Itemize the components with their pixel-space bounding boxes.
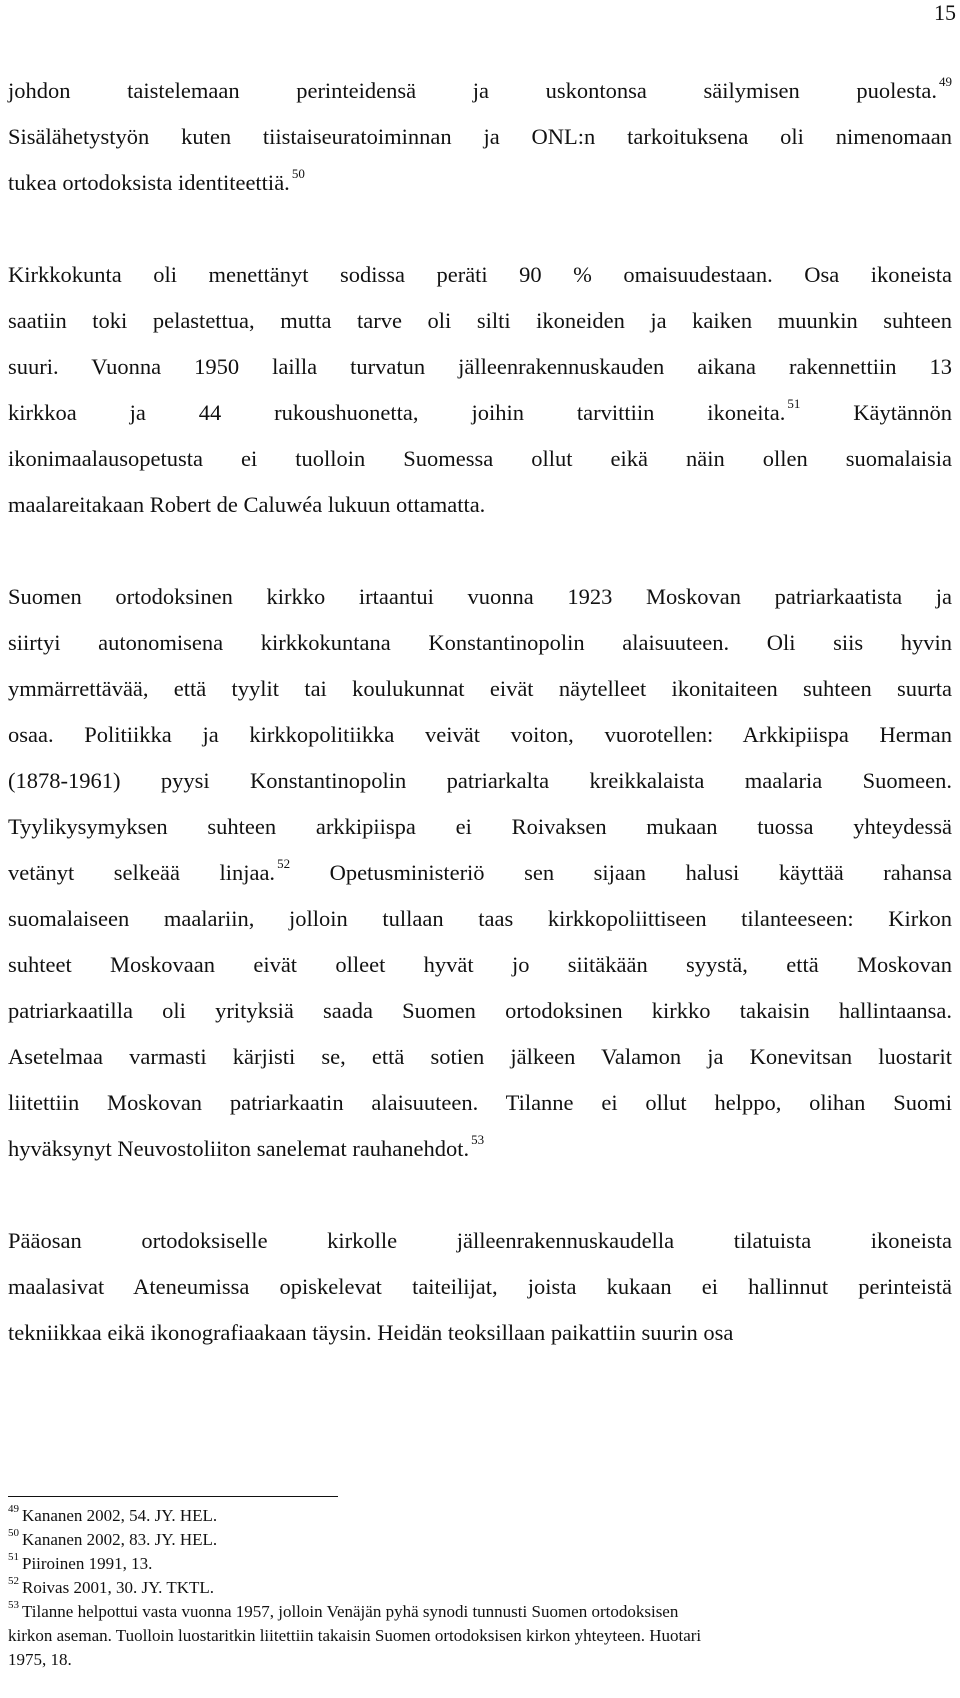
text-line xyxy=(8,160,952,206)
text-line xyxy=(8,298,952,344)
line-text: (1878-1961) pyysi Konstantinopolin patriarkalta kreikkalaista maalaria Suomeen. xyxy=(8,768,952,793)
text-line xyxy=(8,712,952,758)
text-line xyxy=(8,666,952,712)
text-line xyxy=(8,1310,952,1356)
line-text: hyväksynyt Neuvostoliiton sanelemat rauhanehdot. xyxy=(8,1136,470,1161)
line-text: osaa. Politiikka ja kirkkopolitiikka veivät voiton, vuorotellen: Arkkipiispa Herman xyxy=(8,722,952,747)
footnote-line xyxy=(8,1504,952,1528)
text-line xyxy=(8,804,952,850)
footnote-reference[interactable]: 52 xyxy=(277,855,291,871)
text-line xyxy=(8,1034,952,1080)
line-text: ymmärrettävää, että tyylit tai koulukunnat eivät näytelleet ikonitaiteen suhteen suurta xyxy=(8,676,952,701)
footnote-reference[interactable]: 51 xyxy=(787,395,801,411)
text-line xyxy=(8,758,952,804)
line-text: Pääosan ortodoksiselle kirkolle jälleenrakennuskaudella tilatuista ikoneista xyxy=(8,1228,952,1253)
line-text: vetänyt selkeää linjaa. xyxy=(8,860,276,885)
line-text: ikonimaalausopetusta ei tuolloin Suomessa ollut eikä näin ollen suomalaisia xyxy=(8,446,952,471)
text-line xyxy=(8,252,952,298)
text-line xyxy=(8,1080,952,1126)
line-text: maalasivat Ateneumissa opiskelevat taiteilijat, joista kukaan ei hallinnut perinteistä xyxy=(8,1274,952,1299)
footnote-number: 52 xyxy=(8,1575,19,1588)
footnote-number: 49 xyxy=(8,1503,19,1516)
footnote xyxy=(8,1504,952,1528)
footnote-reference[interactable]: 53 xyxy=(471,1131,485,1147)
line-text: Suomen ortodoksinen kirkko irtaantui vuonna 1923 Moskovan patriarkaatista ja xyxy=(8,584,952,609)
text-line xyxy=(8,68,952,114)
text-line xyxy=(8,942,952,988)
text-line xyxy=(8,1218,952,1264)
footnote xyxy=(8,1600,952,1672)
paragraph xyxy=(8,574,952,1172)
footnote-line xyxy=(8,1528,952,1552)
line-text: Asetelmaa varmasti kärjisti se, että sotien jälkeen Valamon ja Konevitsan luostarit xyxy=(8,1044,952,1069)
text-line xyxy=(8,1264,952,1310)
paragraph xyxy=(8,68,952,206)
text-line xyxy=(8,344,952,390)
footnote xyxy=(8,1552,952,1576)
text-line xyxy=(8,436,952,482)
footnote-line xyxy=(8,1552,952,1576)
footnote-divider xyxy=(8,1496,338,1497)
footnote-line xyxy=(8,1600,952,1624)
footnote-number: 53 xyxy=(8,1599,19,1612)
footnote-text: Kananen 2002, 83. JY. HEL. xyxy=(22,1530,218,1549)
footnote-text: Piiroinen 1991, 13. xyxy=(22,1554,153,1573)
footnote-number: 50 xyxy=(8,1527,19,1540)
footnote-reference[interactable]: 50 xyxy=(291,165,305,181)
footnote-reference[interactable]: 49 xyxy=(939,73,952,89)
text-line xyxy=(8,850,952,896)
text-line xyxy=(8,574,952,620)
line-text: suhteet Moskovaan eivät olleet hyvät jo siitäkään syystä, että Moskovan xyxy=(8,952,952,977)
footnote-text: Tilanne helpottui vasta vuonna 1957, jolloin Venäjän pyhä synodi tunnusti Suomen ortodoksisen xyxy=(22,1602,679,1621)
footnote-line xyxy=(8,1576,952,1600)
paragraph xyxy=(8,252,952,528)
line-text: maalareitakaan Robert de Caluwéa lukuun ottamatta. xyxy=(8,492,486,517)
footnote-line xyxy=(8,1648,952,1672)
text-line xyxy=(8,988,952,1034)
footnote-number: 51 xyxy=(8,1551,19,1564)
line-text: suomalaiseen maalariin, jolloin tullaan taas kirkkopoliittiseen tilanteeseen: Kirkon xyxy=(8,906,952,931)
footnote-text: Roivas 2001, 30. JY. TKTL. xyxy=(22,1578,215,1597)
footnote xyxy=(8,1528,952,1552)
line-text: saatiin toki pelastettua, mutta tarve oli silti ikoneiden ja kaiken muunkin suhteen xyxy=(8,308,952,333)
text-line xyxy=(8,114,952,160)
line-text: tekniikkaa eikä ikonografiaakaan täysin. Heidän teoksillaan paikattiin suurin osa xyxy=(8,1320,734,1345)
text-line xyxy=(8,1126,952,1172)
footnote-text: Kananen 2002, 54. JY. HEL. xyxy=(22,1506,218,1525)
line-text: Tyylikysymyksen suhteen arkkipiispa ei Roivaksen mukaan tuossa yhteydessä xyxy=(8,814,952,839)
text-line xyxy=(8,620,952,666)
text-line xyxy=(8,390,952,436)
line-text: johdon taistelemaan perinteidensä ja uskontonsa säilymisen puolesta. xyxy=(8,78,937,103)
line-text: suuri. Vuonna 1950 lailla turvatun jälleenrakennuskauden aikana rakennettiin 13 xyxy=(8,354,952,379)
text-line xyxy=(8,482,952,528)
line-text-continued: Opetusministeriö sen sijaan halusi käyttää rahansa xyxy=(290,860,953,885)
line-text: Sisälähetystyön kuten tiistaiseuratoiminnan ja ONL:n tarkoituksena oli nimenomaan xyxy=(8,124,952,149)
line-text-continued: Käytännön xyxy=(800,400,952,425)
line-text: liitettiin Moskovan patriarkaatin alaisuuteen. Tilanne ei ollut helppo, olihan Suomi xyxy=(8,1090,952,1115)
footnotes xyxy=(8,1504,952,1672)
line-text: siirtyi autonomisena kirkkokuntana Konstantinopolin alaisuuteen. Oli siis hyvin xyxy=(8,630,952,655)
footnote-text: kirkon aseman. Tuolloin luostaritkin liitettiin takaisin Suomen ortodoksisen kirkon yhteyteen. Huotari xyxy=(8,1626,702,1645)
text-line xyxy=(8,896,952,942)
line-text: patriarkaatilla oli yrityksiä saada Suomen ortodoksinen kirkko takaisin hallintaansa. xyxy=(8,998,952,1023)
footnote-text: 1975, 18. xyxy=(8,1650,72,1669)
paragraph xyxy=(8,1218,952,1356)
line-text: Kirkkokunta oli menettänyt sodissa peräti 90 % omaisuudestaan. Osa ikoneista xyxy=(8,262,952,287)
line-text: kirkkoa ja 44 rukoushuonetta, joihin tarvittiin ikoneita. xyxy=(8,400,786,425)
footnote xyxy=(8,1576,952,1600)
page-number: 15 xyxy=(934,0,956,25)
body-text xyxy=(8,68,952,1402)
footnote-line xyxy=(8,1624,952,1648)
line-text: tukea ortodoksista identiteettiä. xyxy=(8,170,290,195)
